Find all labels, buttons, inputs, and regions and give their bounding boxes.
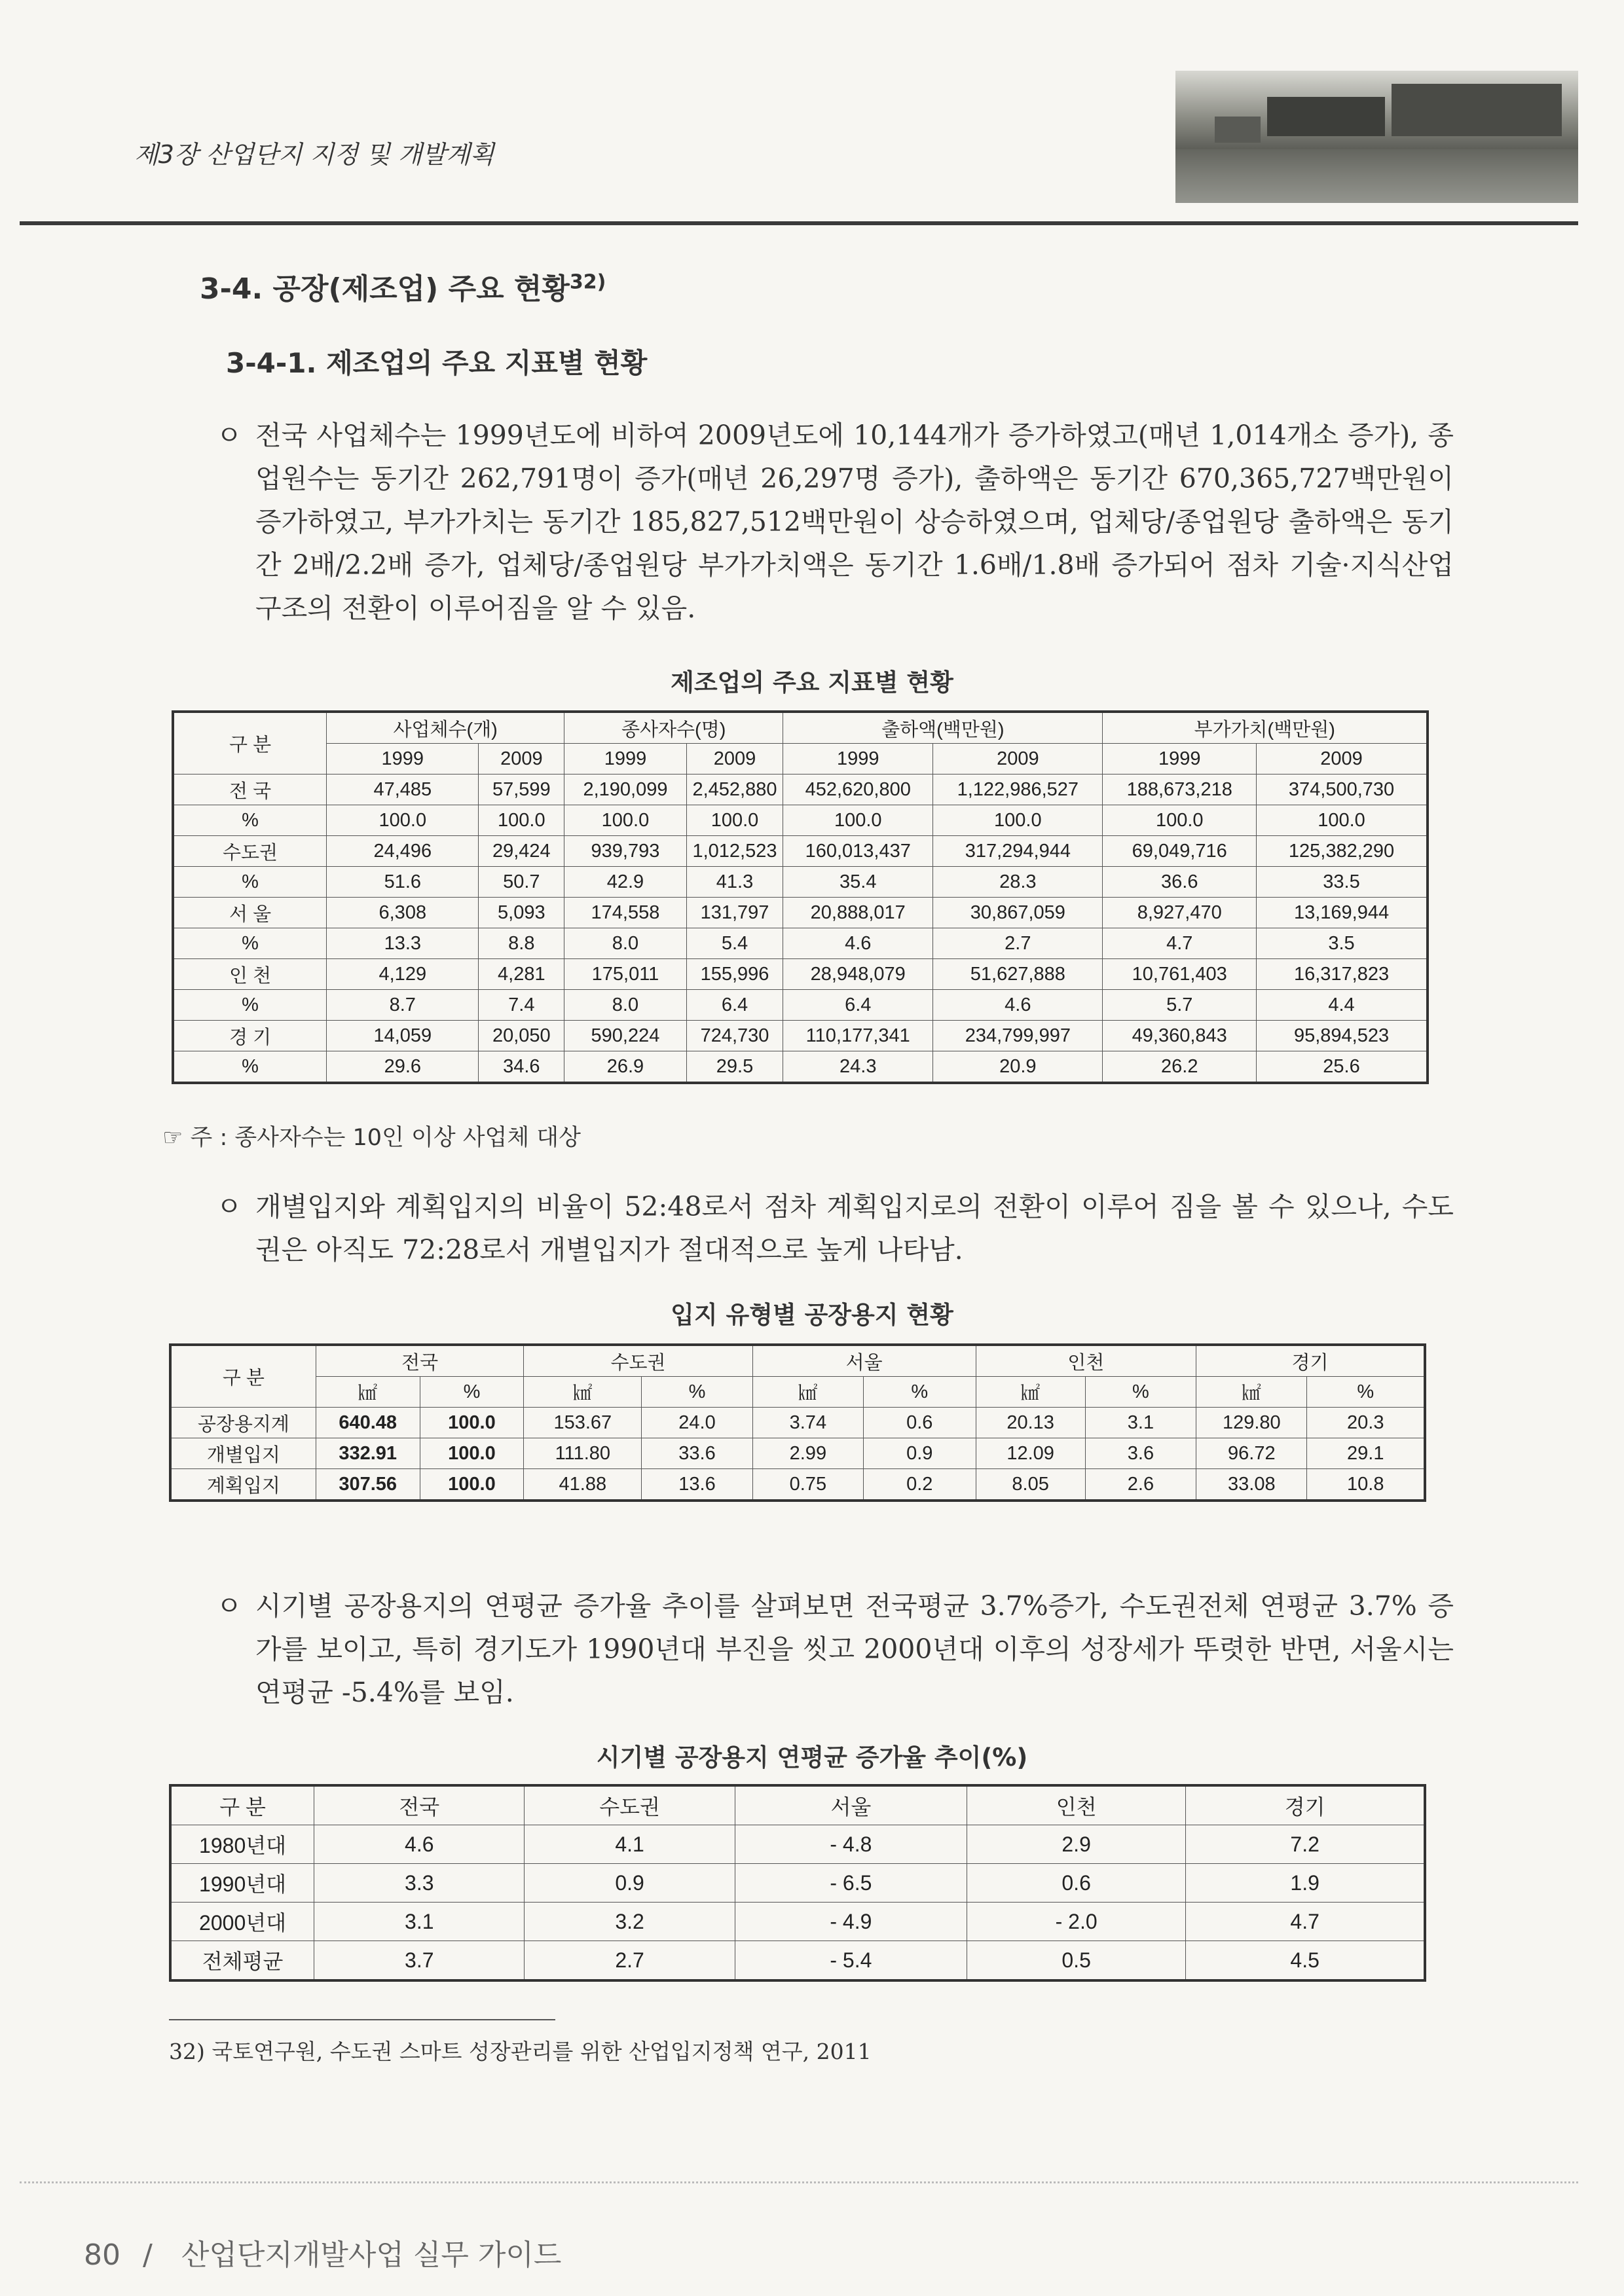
table-cell: 24.0	[642, 1408, 752, 1438]
group-header: 부가가치(백만원)	[1103, 712, 1428, 744]
table-cell: 939,793	[564, 836, 687, 867]
table-cell: 20.3	[1307, 1408, 1425, 1438]
table-cell: 100.0	[420, 1408, 524, 1438]
table-cell: 28.3	[933, 867, 1103, 898]
table-row	[173, 867, 1428, 898]
table-cell: 125,382,290	[1257, 836, 1428, 867]
year-header: 2009	[479, 744, 564, 774]
table-cell: 100.0	[420, 1438, 524, 1469]
year-header: 1999	[1103, 744, 1257, 774]
footnote: 32) 국토연구원, 수도권 스마트 성장관리를 위한 산업입지정책 연구, 2011	[169, 2039, 872, 2064]
table-cell: 6.4	[783, 990, 933, 1021]
table-cell: 69,049,716	[1103, 836, 1257, 867]
table-row	[170, 1864, 1425, 1903]
table-cell: 42.9	[564, 867, 687, 898]
column-header: 수도권	[525, 1785, 735, 1825]
table-corner: 구 분	[170, 1345, 316, 1408]
page-footer	[84, 2231, 561, 2273]
group-header: 경기	[1196, 1345, 1425, 1377]
table1-note: ☞ 주 : 종사자수는 10인 이상 사업체 대상	[162, 1125, 581, 1151]
table-cell: 0.6	[864, 1408, 976, 1438]
table-cell: 100.0	[686, 805, 783, 836]
table-row	[170, 1941, 1425, 1981]
table-cell: 6,308	[327, 898, 479, 928]
table-cell: 4.1	[525, 1825, 735, 1864]
unit-header: ㎢	[1196, 1377, 1307, 1408]
table-cell: 111.80	[524, 1438, 642, 1469]
unit-header: %	[1307, 1377, 1425, 1408]
table-cell: 0.75	[752, 1469, 863, 1501]
table-cell: 3.2	[525, 1903, 735, 1941]
footnote-ref: 32)	[569, 270, 606, 294]
table-cell: 8.0	[564, 928, 687, 959]
table-cell: 6.4	[686, 990, 783, 1021]
table-cell: 51.6	[327, 867, 479, 898]
table-cell: 2,190,099	[564, 774, 687, 805]
table-cell: 452,620,800	[783, 774, 933, 805]
table-cell: 0.2	[864, 1469, 976, 1501]
unit-header: %	[642, 1377, 752, 1408]
column-header: 전국	[314, 1785, 525, 1825]
table-cell: 30,867,059	[933, 898, 1103, 928]
year-header: 2009	[1257, 744, 1428, 774]
table-cell: 160,013,437	[783, 836, 933, 867]
year-header: 2009	[686, 744, 783, 774]
table-cell: 317,294,944	[933, 836, 1103, 867]
row-label: 계획입지	[170, 1469, 316, 1501]
row-label: %	[173, 990, 327, 1021]
row-label: 공장용지계	[170, 1408, 316, 1438]
table-cell: 16,317,823	[1257, 959, 1428, 990]
table-cell: 129.80	[1196, 1408, 1307, 1438]
bullet-marker: ㅇ	[216, 420, 242, 451]
table-cell: 95,894,523	[1257, 1021, 1428, 1051]
table-cell: - 5.4	[735, 1941, 967, 1981]
table-cell: 4,129	[327, 959, 479, 990]
table-cell: 33.6	[642, 1438, 752, 1469]
table-row	[173, 836, 1428, 867]
table-row	[173, 959, 1428, 990]
table-row	[173, 898, 1428, 928]
table-cell: 110,177,341	[783, 1021, 933, 1051]
table-cell: 100.0	[327, 805, 479, 836]
table-cell: 8.0	[564, 990, 687, 1021]
table-cell: 24.3	[783, 1051, 933, 1084]
row-label: %	[173, 867, 327, 898]
table-cell: 20.9	[933, 1051, 1103, 1084]
table-cell: 374,500,730	[1257, 774, 1428, 805]
table-cell: 8.7	[327, 990, 479, 1021]
group-header: 인천	[976, 1345, 1196, 1377]
table-cell: 26.9	[564, 1051, 687, 1084]
row-label: %	[173, 928, 327, 959]
table-cell: 4.6	[783, 928, 933, 959]
table-cell: 4,281	[479, 959, 564, 990]
header-photo	[1175, 71, 1578, 203]
footer-divider	[20, 2181, 1578, 2183]
bullet-marker: ㅇ	[216, 1191, 242, 1222]
table-cell: 3.1	[314, 1903, 525, 1941]
table-cell: 3.6	[1085, 1438, 1196, 1469]
table-cell: 4.7	[1103, 928, 1257, 959]
table-row	[170, 1408, 1425, 1438]
row-label: 서 울	[173, 898, 327, 928]
unit-header: ㎢	[524, 1377, 642, 1408]
table-cell: 307.56	[316, 1469, 420, 1501]
table-cell: 51,627,888	[933, 959, 1103, 990]
table-cell: 7.4	[479, 990, 564, 1021]
table-cell: 590,224	[564, 1021, 687, 1051]
table-cell: 100.0	[783, 805, 933, 836]
table-row	[173, 805, 1428, 836]
row-label: 1980년대	[170, 1825, 314, 1864]
table-cell: 13,169,944	[1257, 898, 1428, 928]
subsection-title: 3-4-1. 제조업의 주요 지표별 현황	[226, 347, 648, 379]
table-cell: 724,730	[686, 1021, 783, 1051]
table-cell: 8,927,470	[1103, 898, 1257, 928]
table-cell: 0.9	[525, 1864, 735, 1903]
table-cell: 10.8	[1307, 1469, 1425, 1501]
row-label: 수도권	[173, 836, 327, 867]
table-row	[173, 990, 1428, 1021]
table-cell: 4.4	[1257, 990, 1428, 1021]
paragraph-text: 개별입지와 계획입지의 비율이 52:48로서 점차 계획입지로의 전환이 이루어 짐을 볼 수 있으나, 수도권은 아직도 72:28로서 개별입지가 절대적으로 높게 나타남.	[255, 1191, 1454, 1266]
page-number: 80	[84, 2238, 120, 2272]
paragraph-text: 전국 사업체수는 1999년도에 비하여 2009년도에 10,144개가 증가하였고(매년 1,014개소 증가), 종업원수는 동기간 262,791명이 증가(매년 26,297명 증가), 출하액은 동기간 670,365,727백만원이 증가하였고, 부가가치는 동기간 185,827,512백만원이 상승하였으며, 업체당/종업원당 출하액은 동기간 2배/2.2배 증가, 업체당/종업원당 부가가치액은 동기간 1.6배/1.8배 증가되어 점차 기술·지식산업구조의 전환이 이루어짐을 알 수 있음.	[255, 420, 1454, 624]
table-cell: 175,011	[564, 959, 687, 990]
unit-header: ㎢	[976, 1377, 1085, 1408]
table-cell: 13.6	[642, 1469, 752, 1501]
table-cell: 2.7	[525, 1941, 735, 1981]
table-cell: 8.8	[479, 928, 564, 959]
year-header: 1999	[783, 744, 933, 774]
table-cell: 29.1	[1307, 1438, 1425, 1469]
row-label: 경 기	[173, 1021, 327, 1051]
table-cell: 2.7	[933, 928, 1103, 959]
table-cell: 3.5	[1257, 928, 1428, 959]
table-cell: 47,485	[327, 774, 479, 805]
row-label: 개별입지	[170, 1438, 316, 1469]
group-header: 종사자수(명)	[564, 712, 783, 744]
chapter-header: 제3장 산업단지 지정 및 개발계획	[134, 140, 494, 169]
table-cell: 41.3	[686, 867, 783, 898]
table-cell: 20,888,017	[783, 898, 933, 928]
year-header: 1999	[564, 744, 687, 774]
group-header: 사업체수(개)	[327, 712, 564, 744]
footnote-divider	[169, 2019, 555, 2020]
paragraph-2	[216, 1185, 1454, 1271]
table-cell: 188,673,218	[1103, 774, 1257, 805]
manufacturing-indicators-table	[172, 710, 1429, 1084]
table-cell: 50.7	[479, 867, 564, 898]
table-cell: 10,761,403	[1103, 959, 1257, 990]
row-label: 인 천	[173, 959, 327, 990]
group-header: 서울	[752, 1345, 976, 1377]
site-type-table	[169, 1343, 1426, 1502]
section-title-text: 3-4. 공장(제조업) 주요 현황	[200, 272, 570, 306]
table-cell: 25.6	[1257, 1051, 1428, 1084]
table-cell: 4.6	[933, 990, 1103, 1021]
row-label: 전 국	[173, 774, 327, 805]
table-cell: 13.3	[327, 928, 479, 959]
table-cell: 3.3	[314, 1864, 525, 1903]
table-cell: 234,799,997	[933, 1021, 1103, 1051]
header-divider	[20, 221, 1578, 225]
table-cell: 29,424	[479, 836, 564, 867]
table-cell: 640.48	[316, 1408, 420, 1438]
table-cell: 100.0	[420, 1469, 524, 1501]
year-header: 2009	[933, 744, 1103, 774]
table-cell: 1.9	[1186, 1864, 1425, 1903]
table3-caption: 시기별 공장용지 연평균 증가율 추이(%)	[596, 1743, 1028, 1772]
row-label: 2000년대	[170, 1903, 314, 1941]
table-cell: - 4.9	[735, 1903, 967, 1941]
table-cell: 5.7	[1103, 990, 1257, 1021]
table-cell: 24,496	[327, 836, 479, 867]
table-cell: 36.6	[1103, 867, 1257, 898]
table-row	[170, 1903, 1425, 1941]
table-cell: 1,012,523	[686, 836, 783, 867]
column-header: 경기	[1186, 1785, 1425, 1825]
table-row	[173, 1021, 1428, 1051]
table-cell: - 2.0	[967, 1903, 1185, 1941]
table-cell: 20,050	[479, 1021, 564, 1051]
table-cell: 3.7	[314, 1941, 525, 1981]
table-cell: 34.6	[479, 1051, 564, 1084]
table-row	[170, 1469, 1425, 1501]
table-cell: 0.9	[864, 1438, 976, 1469]
group-header: 출하액(백만원)	[783, 712, 1103, 744]
unit-header: %	[1085, 1377, 1196, 1408]
table-cell: 100.0	[1103, 805, 1257, 836]
table-cell: 5,093	[479, 898, 564, 928]
table-row	[170, 1438, 1425, 1469]
table-cell: 4.7	[1186, 1903, 1425, 1941]
table-cell: 4.6	[314, 1825, 525, 1864]
group-header: 전국	[316, 1345, 524, 1377]
group-header: 수도권	[524, 1345, 752, 1377]
table-cell: 2.99	[752, 1438, 863, 1469]
table-row	[173, 928, 1428, 959]
table-cell: 2.9	[967, 1825, 1185, 1864]
table-cell: 332.91	[316, 1438, 420, 1469]
table-cell: 2.6	[1085, 1469, 1196, 1501]
table-cell: 1,122,986,527	[933, 774, 1103, 805]
table-corner: 구 분	[173, 712, 327, 774]
table-cell: 174,558	[564, 898, 687, 928]
paragraph-1	[216, 414, 1454, 630]
footer-separator: /	[143, 2238, 153, 2272]
table-cell: 14,059	[327, 1021, 479, 1051]
table-cell: 33.5	[1257, 867, 1428, 898]
table-cell: 96.72	[1196, 1438, 1307, 1469]
table-cell: 0.5	[967, 1941, 1185, 1981]
table-cell: 57,599	[479, 774, 564, 805]
table-cell: 20.13	[976, 1408, 1085, 1438]
unit-header: ㎢	[752, 1377, 863, 1408]
column-header: 인천	[967, 1785, 1185, 1825]
column-header: 구 분	[170, 1785, 314, 1825]
table-cell: 35.4	[783, 867, 933, 898]
table-cell: 33.08	[1196, 1469, 1307, 1501]
row-label: %	[173, 1051, 327, 1084]
paragraph-text: 시기별 공장용지의 연평균 증가율 추이를 살펴보면 전국평균 3.7%증가, 수도권전체 연평균 3.7% 증가를 보이고, 특히 경기도가 1990년대 부진을 씻고 2000년대 이후의 성장세가 뚜렷한 반면, 서울시는 연평균 -5.4%를 보임.	[255, 1590, 1454, 1708]
section-title	[200, 265, 606, 307]
table-cell: - 6.5	[735, 1864, 967, 1903]
table-cell: 2,452,880	[686, 774, 783, 805]
row-label: %	[173, 805, 327, 836]
table-cell: 28,948,079	[783, 959, 933, 990]
year-header: 1999	[327, 744, 479, 774]
table-cell: 49,360,843	[1103, 1021, 1257, 1051]
book-title: 산업단지개발사업 실무 가이드	[181, 2238, 562, 2272]
table-cell: 100.0	[1257, 805, 1428, 836]
table-cell: 3.1	[1085, 1408, 1196, 1438]
unit-header: %	[864, 1377, 976, 1408]
bullet-marker: ㅇ	[216, 1590, 242, 1622]
table2-caption: 입지 유형별 공장용지 현황	[671, 1301, 953, 1329]
unit-header: %	[420, 1377, 524, 1408]
table-cell: 100.0	[564, 805, 687, 836]
table-cell: 3.74	[752, 1408, 863, 1438]
table-cell: 29.6	[327, 1051, 479, 1084]
column-header: 서울	[735, 1785, 967, 1825]
table-cell: 153.67	[524, 1408, 642, 1438]
table-cell: 100.0	[479, 805, 564, 836]
table-cell: 100.0	[933, 805, 1103, 836]
table-cell: 41.88	[524, 1469, 642, 1501]
table-cell: 26.2	[1103, 1051, 1257, 1084]
table-cell: 0.6	[967, 1864, 1185, 1903]
table-cell: - 4.8	[735, 1825, 967, 1864]
table-cell: 155,996	[686, 959, 783, 990]
table-row	[170, 1825, 1425, 1864]
paragraph-3	[216, 1584, 1454, 1714]
unit-header: ㎢	[316, 1377, 420, 1408]
table-cell: 29.5	[686, 1051, 783, 1084]
table-row	[173, 774, 1428, 805]
table-cell: 4.5	[1186, 1941, 1425, 1981]
table-cell: 12.09	[976, 1438, 1085, 1469]
row-label: 1990년대	[170, 1864, 314, 1903]
table-cell: 5.4	[686, 928, 783, 959]
table-cell: 131,797	[686, 898, 783, 928]
table-row	[173, 1051, 1428, 1084]
growth-rate-table	[169, 1784, 1426, 1982]
table-cell: 7.2	[1186, 1825, 1425, 1864]
row-label: 전체평균	[170, 1941, 314, 1981]
table-cell: 8.05	[976, 1469, 1085, 1501]
table1-caption: 제조업의 주요 지표별 현황	[671, 668, 953, 697]
